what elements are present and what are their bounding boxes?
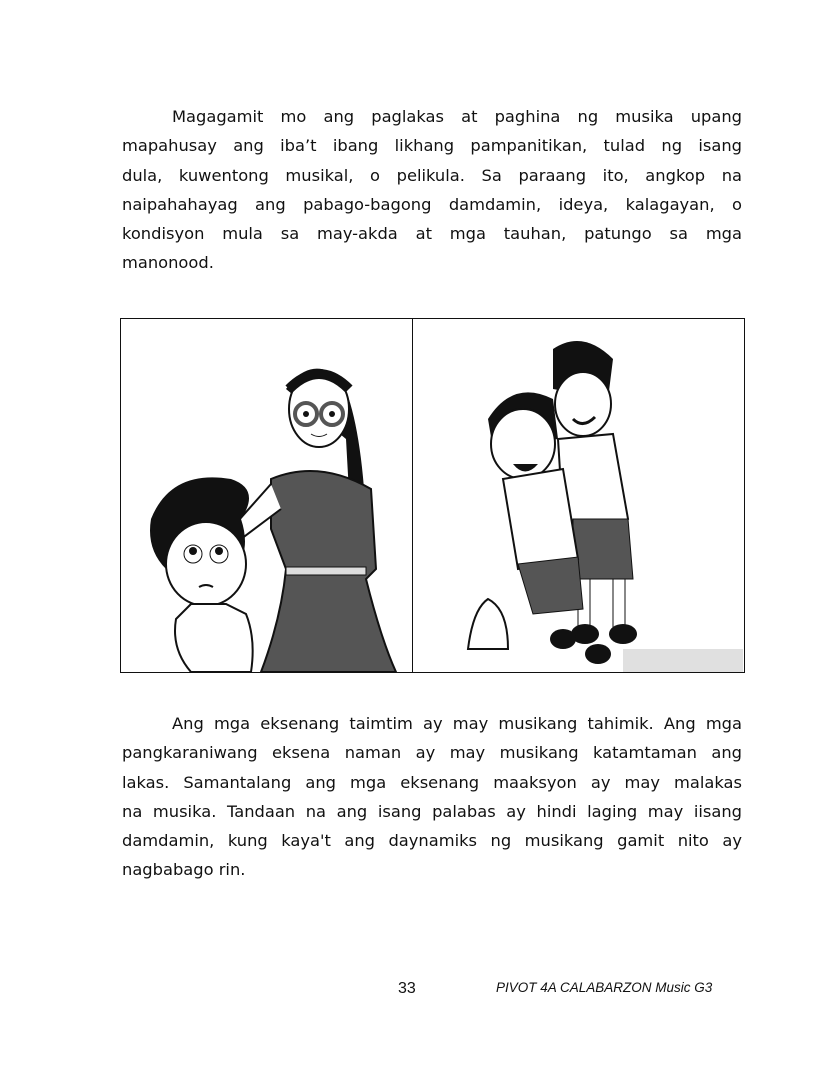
text-line: Magagamit mo ang paglakas at paghina ng musika upang [172, 107, 742, 126]
illustration-sad-boy-and-teacher [121, 319, 413, 672]
text-line: dula, kuwentong musikal, o pelikula. Sa paraang ito, angkop na [122, 165, 742, 185]
paragraph-dynamics-intro [122, 102, 742, 278]
text-line: manonood. [122, 253, 214, 273]
text-line: na musika. Tandaan na ang isang palabas ay hindi laging may iisang [122, 801, 742, 821]
text-line: lakas. Samantalang ang mga eksenang maaksyon ay may malakas [122, 772, 742, 792]
illustration-figure [120, 318, 745, 673]
text-line: Ang mga eksenang taimtim ay may musikang tahimik. Ang mga [172, 714, 742, 733]
text-line: pangkaraniwang eksena naman ay may musikang katamtaman ang [122, 743, 742, 763]
text-line: mapahusay ang iba’t ibang likhang pampanitikan, tulad ng isang [122, 136, 742, 156]
page-number: 33 [398, 980, 416, 997]
illustration-laughing-boys [413, 319, 744, 672]
text-line: naipahahayag ang pabago-bagong damdamin, ideya, kalagayan, o [122, 194, 742, 214]
text-line: nagbabago rin. [122, 860, 246, 880]
footer-title: PIVOT 4A CALABARZON Music G3 [496, 980, 713, 995]
paragraph-scene-dynamics [122, 709, 742, 885]
text-line: kondisyon mula sa may-akda at mga tauhan, patungo sa mga [122, 224, 742, 244]
text-line: damdamin, kung kaya't ang daynamiks ng musikang gamit nito ay [122, 831, 742, 851]
